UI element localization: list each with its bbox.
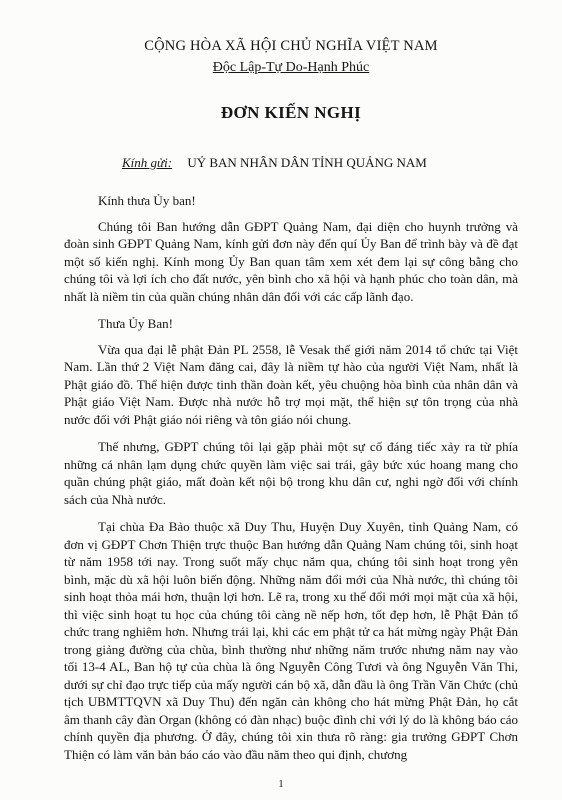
country-name: CỘNG HÒA XÃ HỘI CHỦ NGHĨA VIỆT NAM	[144, 38, 438, 54]
document-body	[64, 192, 518, 763]
recipient-line	[64, 154, 518, 172]
paragraph-1: Chúng tôi Ban hướng dẫn GĐPT Quảng Nam, đại diện cho huynh trưởng và đoàn sinh GĐPT Quảng Nam, kính gửi đơn này đến quí Ủy Ban để trình bày và đề đạt một số kiến nghị. Kính mong Ủy Ban quan tâm xem xét đem lại sự công bằng cho chúng tôi và lợi ích cho đất nước, yên bình cho xã hội và hạnh phúc cho toàn dân, mà nhất là niềm tin của quần chúng nhân dân đối với các cấp lãnh đạo.	[64, 218, 518, 304]
greeting-1: Kính thưa Ủy ban!	[98, 193, 196, 208]
national-motto: Độc Lập-Tự Do-Hạnh Phúc	[212, 60, 370, 75]
paragraph-4: Tại chùa Đa Bảo thuộc xã Duy Thu, Huyện Duy Xuyên, tỉnh Quảng Nam, có đơn vị GĐPT Chơn Thiện trực thuộc Ban hướng dẫn Quảng Nam chúng tôi, sinh hoạt từ năm 1958 tới nay. Trong suốt mấy chục năm qua, chúng tôi sinh hoạt trong yên bình, mặc dù xã hội luôn biến động. Những năm đổi mới của Nhà nước, thì chúng tôi sinh hoạt thỏa mái hơn, thuận lợi hơn. Lẽ ra, trong xu thế đổi mới mọi mặt của xã hội, thì việc sinh hoạt tu học của chúng tôi càng nề nếp hơn, tốt đẹp hơn, lễ Phật Đản tổ chức trang nghiêm hơn. Nhưng trái lại, khi các em phật tử ca hát mừng ngày Phật Đản trong giảng đường của chùa, bình thường như những năm trước nhưng năm nay vào tối 13-4 AL, Ban hộ tự của chùa là ông Nguyễn Công Tươi và ông Nguyễn Văn Thi, dưới sự chỉ đạo trực tiếp của mấy người cán bộ xã, dẫn đầu là ông Trần Văn Chức (chủ tịch UBMTTQVN xã Duy Thu) đến ngăn cản không cho hát mừng Phật Đản, họ cắt âm thanh cây đàn Organ (không có đàn nhạc) buộc đình chỉ với lý do là không báo cáo chính quyền địa phương. Ở đây, chúng tôi xin thưa rõ ràng: gia trưởng GĐPT Chơn Thiện có làm văn bản báo cáo vào đầu năm theo qui định, chương	[64, 519, 518, 762]
document-header	[64, 36, 518, 124]
paragraph-2: Vừa qua đại lễ phật Đản PL 2558, lễ Vesak thế giới năm 2014 tổ chức tại Việt Nam. Lần thứ 2 Việt Nam đăng cai, đây là niềm tự hào của người Việt Nam, nhất là Phật giáo đồ. Thể hiện được tinh thần đoàn kết, yêu chuộng hòa bình của nhân dân và Phật giáo Việt Nam. Được nhà nước hỗ trợ mọi mặt, thể hiện sự tôn trọng của nhà nước đối với Phật giáo nói riêng và tôn giáo nói chung.	[64, 341, 518, 427]
greeting-2: Thưa Ủy Ban!	[98, 316, 173, 331]
recipient-label: Kính gửi:	[122, 155, 173, 170]
document-title: ĐƠN KIẾN NGHỊ	[220, 103, 362, 122]
paragraph-3: Thế nhưng, GĐPT chúng tôi lại gặp phải một sự cố đáng tiếc xảy ra từ phía những cá nhân lạm dụng chức quyền làm việc sai trái, gây bức xúc hoang mang cho quần chúng phật giáo, mất đoàn kết nội bộ trong khu dân cư, nghi ngờ đối với chính sách của Nhà nước.	[64, 439, 518, 507]
page-number: 1	[278, 778, 284, 790]
recipient-name: UỶ BAN NHÂN DÂN TỈNH QUẢNG NAM	[187, 155, 427, 170]
